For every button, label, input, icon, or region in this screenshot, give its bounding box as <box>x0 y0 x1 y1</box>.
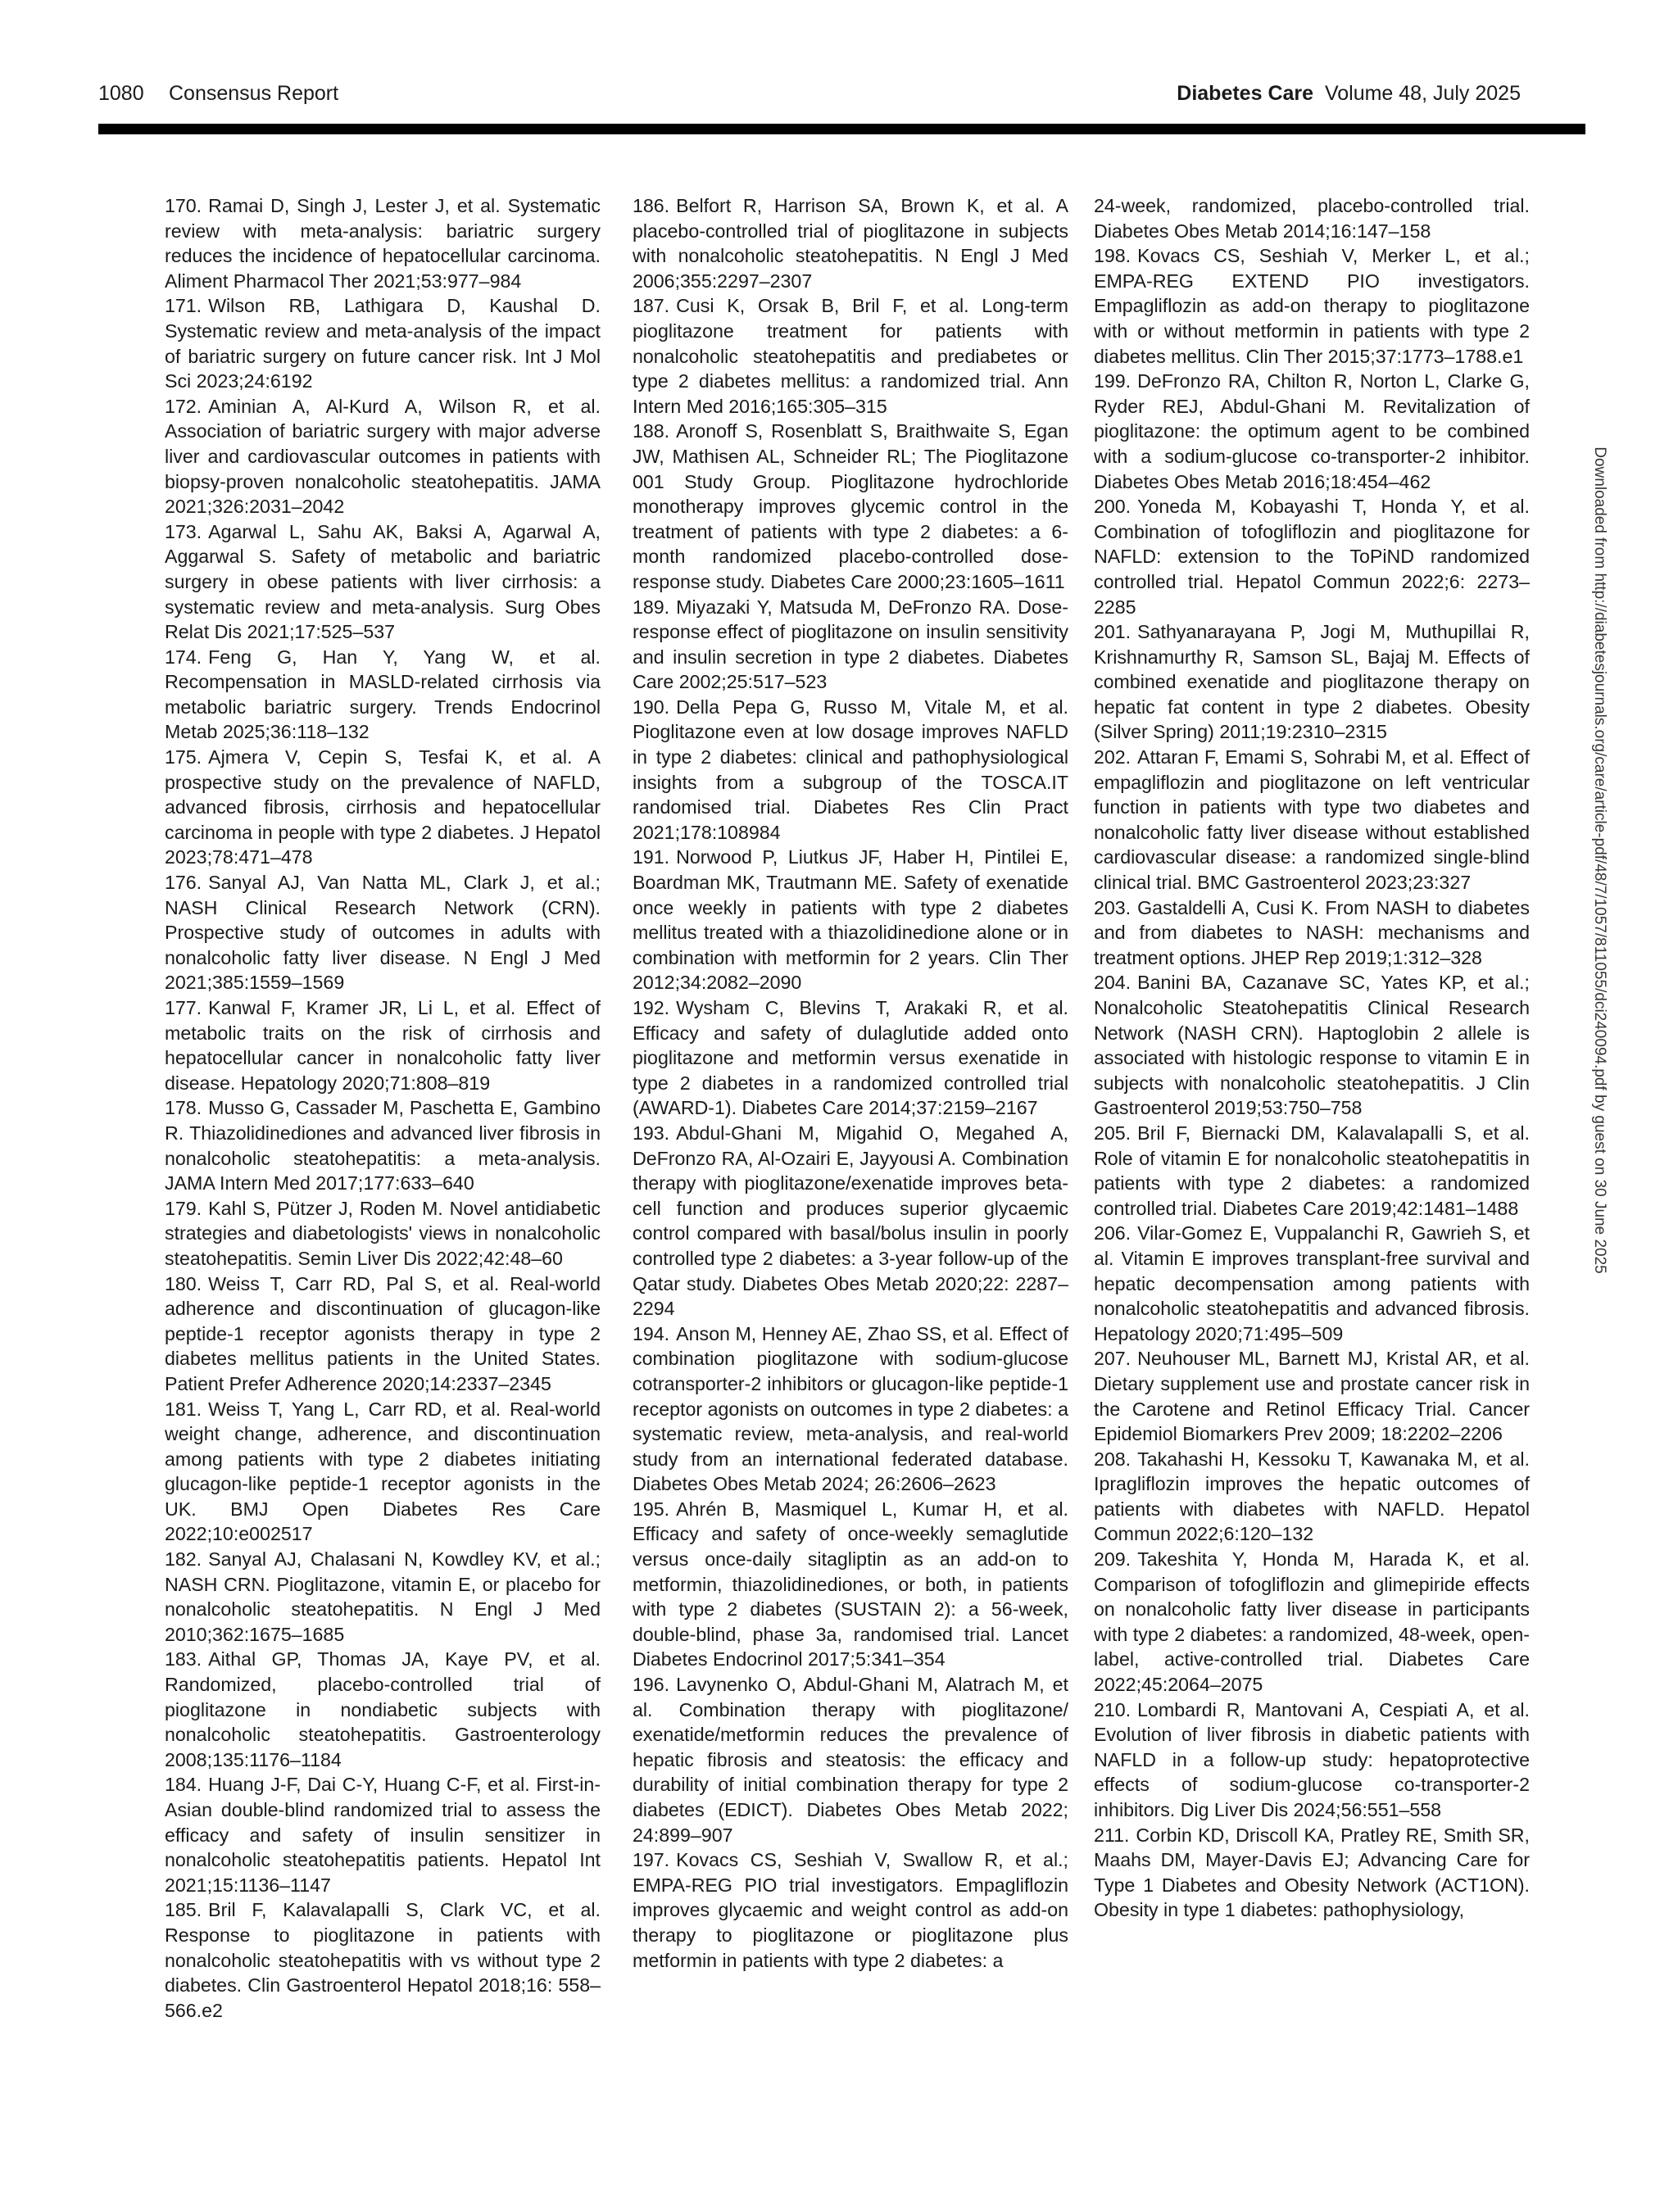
reference-text: Takahashi H, Kessoku T, Kawanaka M, et al. Ipragliflozin improves the hepatic outcomes of patients with diabetes with NAFLD. Hepatol Commun 2022;6:120–132 <box>1094 1448 1530 1545</box>
reference-text: Sanyal AJ, Chalasani N, Kowdley KV, et al.; NASH CRN. Pioglitazone, vitamin E, or placebo for nonalcoholic steatohepatitis. N Engl J Med 2010;362:1675–1685 <box>165 1548 601 1645</box>
reference-text: Sanyal AJ, Van Natta ML, Clark J, et al.; NASH Clinical Research Network (CRN). Prospective study of outcomes in adults with nonalcoholic fatty liver disease. N Engl J Med 2021;385:1559–1569 <box>165 872 601 994</box>
reference-entry <box>633 1672 1068 1847</box>
reference-number: 203. <box>1094 896 1132 918</box>
reference-number: 184. <box>165 1774 202 1796</box>
reference-text: Cusi K, Orsak B, Bril F, et al. Long-term pioglitazone treatment for patients with nonalcoholic steatohepatitis and prediabetes or type 2 diabetes mellitus: a randomized trial. Ann Intern Med 2016;165:305–315 <box>633 295 1068 417</box>
reference-text: Kahl S, Pützer J, Roden M. Novel antidiabetic strategies and diabetologists' views in nonalcoholic steatohepatitis. Semin Liver Dis 2022;42:48–60 <box>165 1197 601 1269</box>
reference-number: 207. <box>1094 1348 1132 1370</box>
reference-entry <box>1094 1346 1530 1446</box>
reference-entry <box>165 1095 601 1195</box>
reference-entry <box>165 293 601 393</box>
journal-issue: Volume 48, July 2025 <box>1324 82 1521 105</box>
reference-text: Weiss T, Yang L, Carr RD, et al. Real-world weight change, adherence, and discontinuation among patients with type 2 diabetes initiating glucagon-like peptide-1 receptor agonists in the UK. BMJ Open Diabetes Res Care 2022;10:e002517 <box>165 1398 601 1545</box>
reference-text: Banini BA, Cazanave SC, Yates KP, et al.; Nonalcoholic Steatohepatitis Clinical Research Network (NASH CRN). Haptoglobin 2 allele is associated with histologic response to vitamin E in subjects with nonalcoholic steatohepatitis. J Clin Gastroenterol 2019;53:750–758 <box>1094 972 1530 1119</box>
reference-text: Agarwal L, Sahu AK, Baksi A, Agarwal A, Aggarwal S. Safety of metabolic and bariatric surgery in obese patients with liver cirrhosis: a systematic review and meta-analysis. Surg Obes Relat Dis 2021;17:525–537 <box>165 520 601 643</box>
reference-number: 171. <box>165 295 202 317</box>
reference-text: Wysham C, Blevins T, Arakaki R, et al. Efficacy and safety of dulaglutide added onto pioglitazone and metformin versus exenatide in type 2 diabetes in a randomized controlled trial (AWARD-1). Diabetes Care 2014;37:2159–2167 <box>633 997 1068 1119</box>
reference-text: Ahrén B, Masmiquel L, Kumar H, et al. Efficacy and safety of once-weekly semaglutide versus once-daily sitagliptin as an add-on to metformin, thiazolidinediones, or both, in patients with type 2 diabetes (SUSTAIN 2): a 56-week, double-blind, phase 3a, randomised trial. Lancet Diabetes Endocrinol 2017;5:341–354 <box>633 1498 1068 1670</box>
reference-number: 198. <box>1094 245 1132 267</box>
reference-number: 199. <box>1094 370 1132 392</box>
reference-number: 206. <box>1094 1222 1132 1244</box>
reference-number: 183. <box>165 1648 202 1670</box>
reference-text: Kanwal F, Kramer JR, Li L, et al. Effect of metabolic traits on the risk of cirrhosis and hepatocellular cancer in nonalcoholic fatty liver disease. Hepatology 2020;71:808–819 <box>165 997 601 1094</box>
reference-text: Aithal GP, Thomas JA, Kaye PV, et al. Randomized, placebo-controlled trial of pioglitazone in nondiabetic subjects with nonalcoholic steatohepatitis. Gastroenterology 2008;135:1176–1184 <box>165 1648 601 1770</box>
reference-number: 176. <box>165 872 202 894</box>
reference-number: 181. <box>165 1398 202 1420</box>
page-header <box>0 0 1678 139</box>
reference-entry <box>1094 1547 1530 1698</box>
reference-entry <box>633 293 1068 419</box>
reference-entry <box>165 1647 601 1772</box>
reference-text: Yoneda M, Kobayashi T, Honda Y, et al. Combination of tofogliflozin and pioglitazone for NAFLD: extension to the ToPiND randomized controlled trial. Hepatol Commun 2022;6: 2273–2285 <box>1094 496 1530 618</box>
reference-entry <box>165 519 601 645</box>
reference-entry <box>165 1897 601 2023</box>
reference-text: Anson M, Henney AE, Zhao SS, et al. Effect of combination pioglitazone with sodium-glucose cotransporter-2 inhibitors or glucagon-like peptide-1 receptor agonists on outcomes in type 2 diabetes: a systematic review, meta-analysis, and real-world study from an international federated database. Diabetes Obes Metab 2024; 26:2606–2623 <box>633 1322 1068 1495</box>
reference-entry <box>165 1271 601 1397</box>
reference-entry <box>165 995 601 1095</box>
reference-number: 197. <box>633 1849 670 1871</box>
reference-text: Bril F, Kalavalapalli S, Clark VC, et al. Response to pioglitazone in patients with nonalcoholic steatohepatitis with vs without type 2 diabetes. Clin Gastroenterol Hepatol 2018;16: 558–566.e2 <box>165 1899 601 2021</box>
reference-number: 211. <box>1094 1824 1130 1846</box>
reference-entry <box>165 1772 601 1897</box>
reference-number: 187. <box>633 295 670 317</box>
reference-entry <box>1094 619 1530 745</box>
reference-entry <box>633 1497 1068 1672</box>
reference-text: Gastaldelli A, Cusi K. From NASH to diabetes and from diabetes to NASH: mechanisms and treatment options. JHEP Rep 2019;1:312–328 <box>1094 896 1530 968</box>
reference-text: Ramai D, Singh J, Lester J, et al. Systematic review with meta-analysis: bariatric surgery reduces the incidence of hepatocellular carcinoma. Aliment Pharmacol Ther 2021;53:977–984 <box>165 195 601 292</box>
reference-entry <box>633 995 1068 1121</box>
reference-number: 204. <box>1094 972 1132 994</box>
header-rule <box>98 124 1585 134</box>
reference-text: Abdul-Ghani M, Migahid O, Megahed A, DeFronzo RA, Al-Ozairi E, Jayyousi A. Combination therapy with pioglitazone/exenatide improves beta-cell function and produces superior glycaemic control compared with basal/bolus insulin in poorly controlled type 2 diabetes: a 3-year follow-up of the Qatar study. Diabetes Obes Metab 2020;22: 2287–2294 <box>633 1122 1068 1320</box>
reference-entry <box>1094 243 1530 369</box>
reference-number: 194. <box>633 1322 670 1344</box>
reference-text: 24-week, randomized, placebo-controlled trial. Diabetes Obes Metab 2014;16:147–158 <box>1094 195 1530 242</box>
reference-text: Musso G, Cassader M, Paschetta E, Gambino R. Thiazolidinediones and advanced liver fibrosis in nonalcoholic steatohepatitis: a meta-analysis. JAMA Intern Med 2017;177:633–640 <box>165 1097 601 1194</box>
journal-info <box>1177 82 1521 106</box>
reference-text: Norwood P, Liutkus JF, Haber H, Pintilei E, Boardman MK, Trautmann ME. Safety of exenatide once weekly in patients with type 2 diabetes mellitus treated with a thiazolidinedione alone or in combination with metformin for 2 years. Clin Ther 2012;34:2082–2090 <box>633 846 1068 994</box>
reference-entry <box>633 419 1068 594</box>
reference-number: 190. <box>633 696 670 718</box>
reference-entry <box>1094 895 1530 971</box>
reference-text: Miyazaki Y, Matsuda M, DeFronzo RA. Dose-response effect of pioglitazone on insulin sensitivity and insulin secretion in type 2 diabetes. Diabetes Care 2002;25:517–523 <box>633 596 1068 693</box>
reference-entry <box>633 1121 1068 1321</box>
reference-number: 205. <box>1094 1122 1132 1144</box>
section-label: Consensus Report <box>169 82 339 105</box>
reference-entry <box>165 645 601 745</box>
journal-name: Diabetes Care <box>1177 82 1314 105</box>
reference-entry <box>165 394 601 519</box>
reference-entry <box>165 745 601 870</box>
reference-number: 174. <box>165 646 202 668</box>
reference-text: DeFronzo RA, Chilton R, Norton L, Clarke G, Ryder REJ, Abdul-Ghani M. Revitalization of pioglitazone: the optimum agent to be combined with a sodium-glucose co-transporter-2 inhibitor. Diabetes Obes Metab 2016;18:454–462 <box>1094 370 1530 492</box>
reference-entry <box>165 193 601 293</box>
reference-text: Wilson RB, Lathigara D, Kaushal D. Systematic review and meta-analysis of the impact of bariatric surgery on future cancer risk. Int J Mol Sci 2023;24:6192 <box>165 295 601 392</box>
reference-entry <box>1094 369 1530 494</box>
reference-number: 201. <box>1094 621 1132 643</box>
reference-number: 178. <box>165 1097 202 1119</box>
reference-text: Bril F, Biernacki DM, Kalavalapalli S, et al. Role of vitamin E for nonalcoholic steatohepatitis in patients with type 2 diabetes: a randomized controlled trial. Diabetes Care 2019;42:1481–1488 <box>1094 1122 1530 1219</box>
reference-entry <box>1094 494 1530 619</box>
reference-entry <box>1094 1823 1530 1923</box>
reference-number: 172. <box>165 395 202 417</box>
reference-text: Weiss T, Carr RD, Pal S, et al. Real-world adherence and discontinuation of glucagon-like peptide-1 receptor agonists therapy in type 2 diabetes mellitus patients in the United States. Patient Prefer Adherence 2020;14:2337–2345 <box>165 1272 601 1394</box>
reference-number: 208. <box>1094 1448 1132 1470</box>
reference-entry <box>633 595 1068 695</box>
reference-number: 182. <box>165 1548 202 1571</box>
reference-number: 210. <box>1094 1698 1132 1720</box>
download-note: Downloaded from http://diabetesjournals.org/care/article-pdf/48/7/1057/811055/dci240094.pdf by guest on 30 June 2025 <box>1591 446 1608 1274</box>
reference-number: 175. <box>165 746 202 768</box>
reference-entry <box>1094 970 1530 1121</box>
reference-number: 195. <box>633 1498 670 1520</box>
reference-number: 180. <box>165 1272 202 1294</box>
reference-number: 186. <box>633 195 670 216</box>
reference-number: 191. <box>633 846 670 868</box>
reference-text: Lavynenko O, Abdul-Ghani M, Alatrach M, et al. Combination therapy with pioglitazone/ exenatide/metformin reduces the prevalence of hepatic fibrosis and steatosis: the efficacy and durability of initial combination therapy for type 2 diabetes (EDICT). Diabetes Obes Metab 2022; 24:899–907 <box>633 1674 1068 1846</box>
reference-number: 177. <box>165 997 202 1018</box>
reference-number: 179. <box>165 1197 202 1219</box>
reference-entry <box>633 1321 1068 1497</box>
reference-text: Feng G, Han Y, Yang W, et al. Recompensation in MASLD-related cirrhosis via metabolic bariatric surgery. Trends Endocrinol Metab 2025;36:118–132 <box>165 646 601 743</box>
reference-number: 173. <box>165 520 202 542</box>
reference-number: 209. <box>1094 1548 1132 1571</box>
reference-entry <box>165 1547 601 1647</box>
reference-entry <box>1094 1121 1530 1221</box>
reference-column-3 <box>1094 193 1530 1923</box>
reference-number: 189. <box>633 596 670 618</box>
reference-number: 202. <box>1094 746 1132 768</box>
reference-entry <box>1094 1698 1530 1823</box>
reference-entry <box>633 695 1068 845</box>
reference-text: Aminian A, Al-Kurd A, Wilson R, et al. Association of bariatric surgery with major adverse liver and cardiovascular outcomes in patients with biopsy-proven nonalcoholic steatohepatitis. JAMA 2021;326:2031–2042 <box>165 395 601 518</box>
reference-text: Corbin KD, Driscoll KA, Pratley RE, Smith SR, Maahs DM, Mayer-Davis EJ; Advancing Care for Type 1 Diabetes and Obesity Network (ACT1ON). Obesity in type 1 diabetes: pathophysiology, <box>1094 1824 1530 1921</box>
reference-text: Attaran F, Emami S, Sohrabi M, et al. Effect of empagliflozin and pioglitazone on left ventricular function in patients with type two diabetes and nonalcoholic fatty liver disease without established cardiovascular disease: a randomized single-blind clinical trial. BMC Gastroenterol 2023;23:327 <box>1094 746 1530 894</box>
reference-text: Belfort R, Harrison SA, Brown K, et al. A placebo-controlled trial of pioglitazone in subjects with nonalcoholic steatohepatitis. N Engl J Med 2006;355:2297–2307 <box>633 195 1068 292</box>
reference-text: Della Pepa G, Russo M, Vitale M, et al. Pioglitazone even at low dosage improves NAFLD in type 2 diabetes: clinical and pathophysiological insights from a subgroup of the TOSCA.IT randomised trial. Diabetes Res Clin Pract 2021;178:108984 <box>633 696 1068 843</box>
reference-column-2 <box>633 193 1068 1973</box>
reference-text: Vilar-Gomez E, Vuppalanchi R, Gawrieh S, et al. Vitamin E improves transplant-free survival and hepatic decompensation among patients with nonalcoholic steatohepatitis and advanced fibrosis. Hepatology 2020;71:495–509 <box>1094 1222 1530 1344</box>
reference-entry <box>633 845 1068 995</box>
reference-number: 196. <box>633 1674 670 1696</box>
reference-text: Kovacs CS, Seshiah V, Merker L, et al.; EMPA-REG EXTEND PIO investigators. Empagliflozin as add-on therapy to pioglitazone with or without metformin in patients with type 2 diabetes mellitus. Clin Ther 2015;37:1773–1788.e1 <box>1094 245 1530 367</box>
reference-entry <box>633 1847 1068 1973</box>
reference-entry <box>1094 1221 1530 1346</box>
reference-entry <box>165 1397 601 1548</box>
reference-text: Kovacs CS, Seshiah V, Swallow R, et al.; EMPA-REG PIO trial investigators. Empagliflozin improves glycaemic and weight control as add-on therapy to pioglitazone or pioglitazone plus metformin in patients with type 2 diabetes: a <box>633 1849 1068 1971</box>
reference-number: 170. <box>165 195 202 216</box>
reference-text: Takeshita Y, Honda M, Harada K, et al. Comparison of tofogliflozin and glimepiride effects on nonalcoholic fatty liver disease in participants with type 2 diabetes: a randomized, 48-week, open-label, active-controlled trial. Diabetes Care 2022;45:2064–2075 <box>1094 1548 1530 1696</box>
reference-entry <box>633 193 1068 293</box>
reference-text: Lombardi R, Mantovani A, Cespiati A, et al. Evolution of liver fibrosis in diabetic patients with NAFLD in a follow-up study: hepatoprotective effects of sodium-glucose co-transporter-2 inhibitors. Dig Liver Dis 2024;56:551–558 <box>1094 1698 1530 1820</box>
reference-number: 193. <box>633 1122 670 1144</box>
reference-entry <box>1094 1447 1530 1547</box>
reference-text: Neuhouser ML, Barnett MJ, Kristal AR, et al. Dietary supplement use and prostate cancer risk in the Carotene and Retinol Efficacy Trial. Cancer Epidemiol Biomarkers Prev 2009; 18:2202–2206 <box>1094 1348 1530 1445</box>
reference-text: Huang J-F, Dai C-Y, Huang C-F, et al. First-in-Asian double-blind randomized trial to assess the efficacy and safety of insulin sensitizer in nonalcoholic steatohepatitis patients. Hepatol Int 2021;15:1136–1147 <box>165 1774 601 1896</box>
reference-number: 185. <box>165 1899 202 1921</box>
reference-entry <box>1094 193 1530 243</box>
reference-column-1 <box>165 193 601 2023</box>
reference-entry <box>1094 745 1530 895</box>
reference-number: 192. <box>633 997 670 1018</box>
reference-text: Ajmera V, Cepin S, Tesfai K, et al. A prospective study on the prevalence of NAFLD, advanced fibrosis, cirrhosis and hepatocellular carcinoma in people with type 2 diabetes. J Hepatol 2023;78:471–478 <box>165 746 601 868</box>
reference-text: Aronoff S, Rosenblatt S, Braithwaite S, Egan JW, Mathisen AL, Schneider RL; The Pioglitazone 001 Study Group. Pioglitazone hydrochloride monotherapy improves glycemic control in the treatment of patients with type 2 diabetes: a 6-month randomized placebo-controlled dose-response study. Diabetes Care 2000;23:1605–1611 <box>633 420 1068 592</box>
reference-entry <box>165 870 601 995</box>
page-number: 1080 <box>98 82 144 105</box>
reference-entry <box>165 1196 601 1271</box>
reference-number: 200. <box>1094 496 1132 518</box>
reference-text: Sathyanarayana P, Jogi M, Muthupillai R, Krishnamurthy R, Samson SL, Bajaj M. Effects of combined exenatide and pioglitazone therapy on hepatic fat content in type 2 diabetes. Obesity (Silver Spring) 2011;19:2310–2315 <box>1094 621 1530 743</box>
reference-number: 188. <box>633 420 670 442</box>
